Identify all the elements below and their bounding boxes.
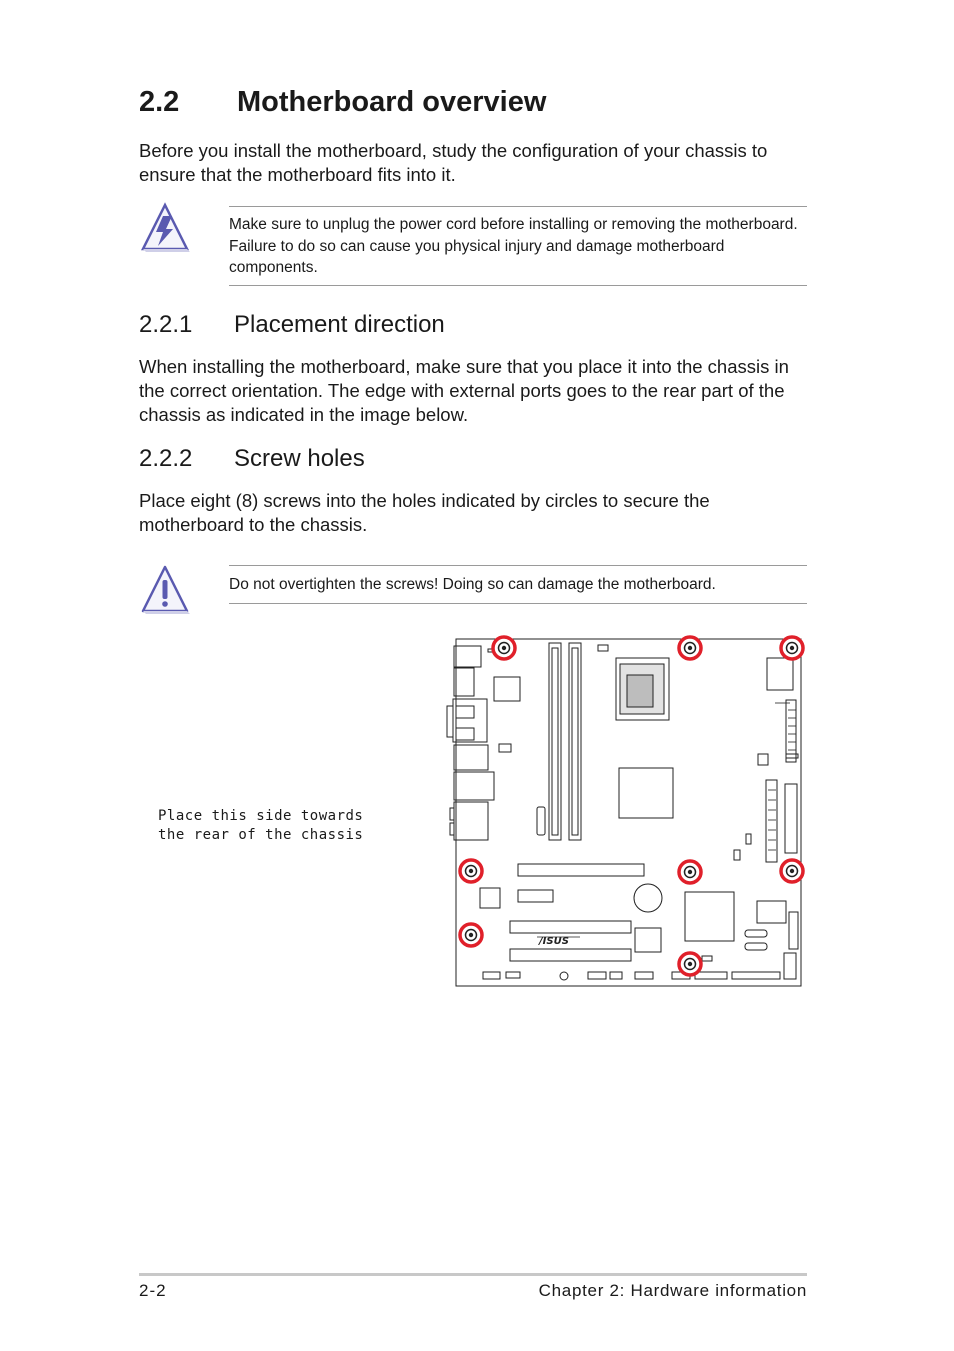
dimm-slot-inner [572, 648, 578, 835]
header [499, 744, 511, 752]
chip [784, 953, 796, 979]
subsection-heading-screw-holes [139, 445, 365, 473]
io-port [454, 802, 488, 840]
chapter-title: Chapter 2: Hardware information [538, 1281, 807, 1300]
motherboard-diagram [440, 630, 810, 997]
io-port [447, 706, 453, 737]
chip [757, 901, 786, 923]
chip [494, 677, 520, 701]
floppy-connector [785, 784, 797, 853]
io-port [454, 745, 488, 770]
screw-hole-marker [493, 637, 515, 659]
battery [634, 884, 662, 912]
caution-note [229, 565, 807, 604]
subsection-heading-placement [139, 311, 445, 339]
header [695, 972, 727, 979]
io-port [450, 808, 454, 820]
warning-note [229, 206, 807, 286]
placement-paragraph: When installing the motherboard, make sure that you place it into the chassis in the correct orientation. The edge with external ports goes to the rear part of the chassis as indicated in the image below. [139, 356, 789, 425]
footer-rule [139, 1273, 807, 1276]
io-port [453, 699, 487, 742]
rear-side-label-line1: Place this side towards [158, 808, 364, 824]
subsection-title: Screw holes [234, 445, 365, 472]
intro-paragraph: Before you install the motherboard, study the configuration of your chassis to ensure that the motherboard fits into it. [139, 140, 768, 185]
header [789, 912, 798, 949]
screws-paragraph: Place eight (8) screws into the holes indicated by circles to secure the motherboard to the chassis. [139, 490, 710, 535]
chip [767, 658, 793, 690]
chip [480, 888, 500, 908]
screw-hole-marker [679, 637, 701, 659]
slot [518, 890, 553, 902]
pci-slot [510, 949, 631, 961]
io-port [456, 728, 474, 740]
header [702, 956, 712, 961]
section-number: 2.2 [139, 86, 180, 118]
power-header [786, 700, 796, 762]
subsection-number: 2.2.2 [139, 445, 193, 472]
io-port [456, 706, 474, 718]
subsection-title: Placement direction [234, 311, 445, 338]
header [598, 645, 608, 651]
header [506, 972, 520, 978]
sata-port [745, 930, 767, 937]
screw-hole-marker [679, 953, 701, 975]
screw-hole-marker [460, 924, 482, 946]
screw-hole-marker [679, 861, 701, 883]
caution-note-text: Do not overtighten the screws! Doing so can damage the motherboard. [229, 576, 716, 593]
screw-hole-marker [781, 860, 803, 882]
header [746, 834, 751, 844]
io-port [450, 823, 454, 835]
header [560, 972, 568, 980]
chip [758, 754, 768, 765]
northbridge-chip [619, 768, 673, 818]
io-port [454, 772, 494, 800]
pcie-slot [518, 864, 644, 876]
rear-side-label [158, 807, 363, 845]
brand-logo: /ISUS [539, 936, 569, 947]
cpu-socket-center [627, 675, 653, 707]
screw-hole-marker [781, 637, 803, 659]
screw-hole-marker [460, 860, 482, 882]
section-title [139, 86, 546, 119]
dimm-slot [549, 643, 561, 840]
dimm-slot-inner [552, 648, 558, 835]
io-port [454, 668, 474, 696]
warning-note-text: Make sure to unplug the power cord before installing or removing the motherboard. Failure to do so can cause you physical injury and damage motherboard components. [229, 216, 798, 276]
header [610, 972, 622, 979]
southbridge-chip [685, 892, 734, 941]
header [635, 972, 653, 979]
rear-side-label-line2: the rear of the chassis [158, 827, 364, 843]
header [588, 972, 606, 979]
page-number: 2-2 [139, 1281, 167, 1300]
header [732, 972, 780, 979]
header [483, 972, 500, 979]
dimm-slot [569, 643, 581, 840]
subsection-number: 2.2.1 [139, 311, 193, 338]
lightning-warning-icon [139, 200, 191, 259]
io-port [454, 646, 481, 667]
header [734, 850, 740, 860]
pci-slot [510, 921, 631, 933]
chip [635, 928, 661, 952]
connector [537, 807, 545, 835]
section-title-text: Motherboard overview [237, 86, 547, 118]
caution-exclamation-icon [139, 562, 191, 621]
sata-port [745, 943, 767, 950]
